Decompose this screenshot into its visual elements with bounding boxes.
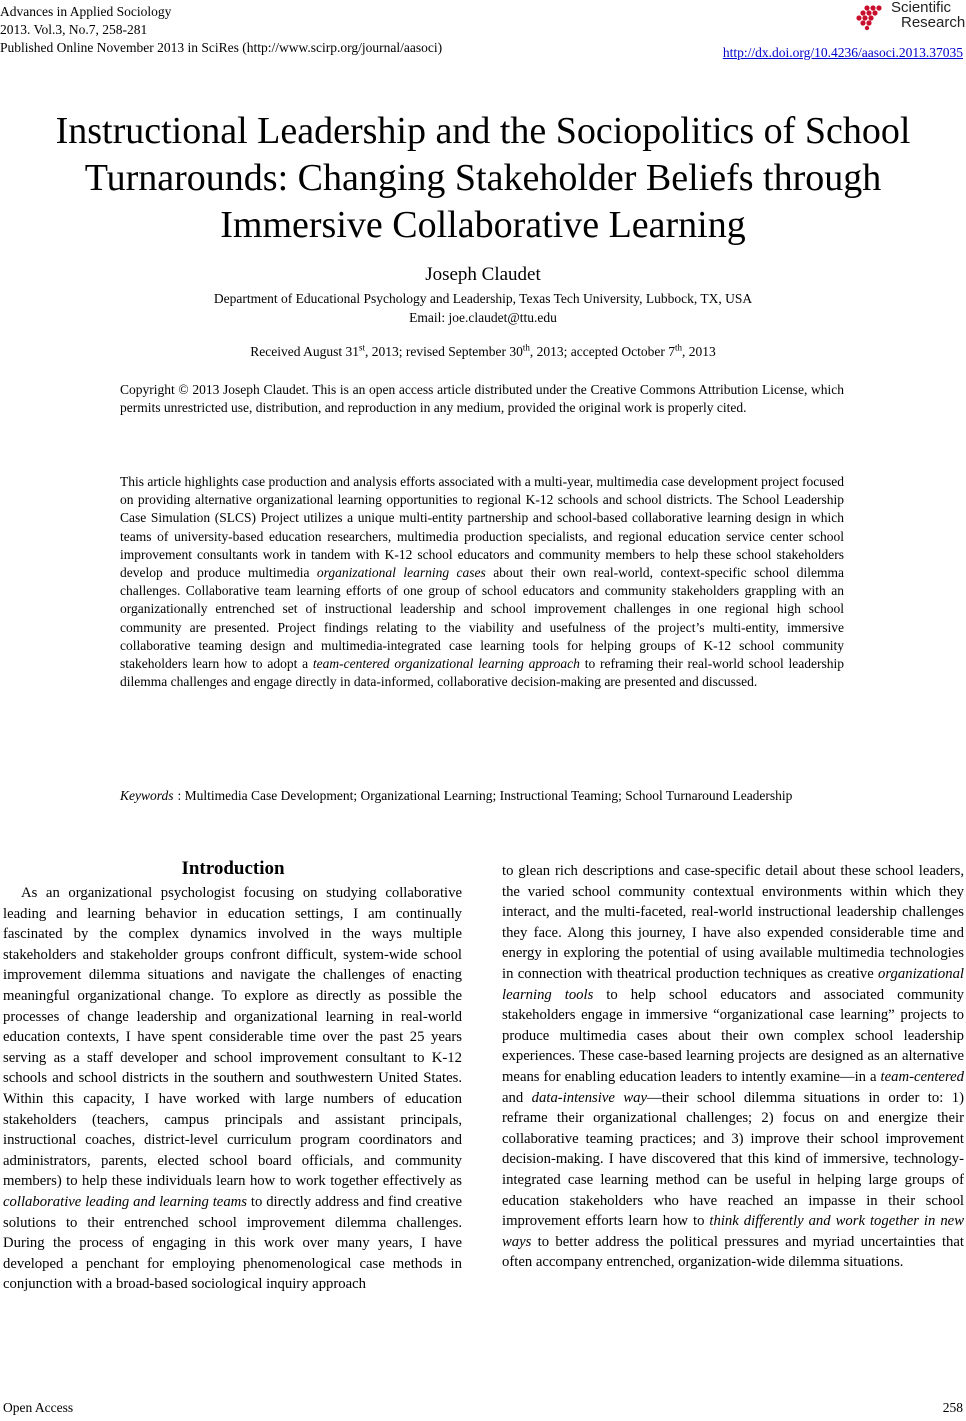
article-dates: Received August 31st, 2013; revised September 30th, 2013; accepted October 7th, 2013	[250, 342, 716, 359]
author-affiliation: Department of Educational Psychology and Leadership, Texas Tech University, Lubbock, TX, USA	[213, 291, 753, 306]
publisher-logo-line1: Scientific	[891, 0, 952, 16]
keywords	[120, 787, 844, 805]
doi-link[interactable]: http://dx.doi.org/10.4236/aasoci.2013.37035	[722, 45, 963, 60]
journal-name: Advances in Applied Sociology	[0, 4, 172, 19]
volume-info: 2013. Vol.3, No.7, 258-281	[0, 22, 148, 37]
paragraph: to glean rich descriptions and case-specific detail about these school leaders, the varied school community contextual environments within which they interact, and the multi-faceted, real-world instructional leadership challenges they face. Along this journey, I have also expended considerable time and energy in exploring the potential of using available multimedia technologies in connection with theatrical production techniques as creative organizational learning tools to help school educators and associated community stakeholders engage in immersive “organizational case learning” projects to produce multimedia cases about their own complex school leadership experiences. These case-based learning projects are designed as an alternative means for enabling education leaders to intently examine—in a team-centered and data-intensive way—their school dilemma situations in order to: 1) reframe their organizational challenges; 2) focus on and energize their collaborative teaming practices; and 3) improve their school improvement decision-making. I have discovered that this kind of immersive, technology-integrated case learning method can be useful in helping large groups of education stakeholders who have reached an impasse in their school improvement efforts learn how to think differently and work together in new ways to better address the political pressures and myriad uncertainties that often accompany entrenched, organization-wide dilemma situations.	[502, 863, 964, 1271]
publisher-logo-line2: Research	[901, 14, 966, 31]
author-email: Email: joe.claudet@ttu.edu	[409, 310, 557, 325]
keywords-list: : Multimedia Case Development; Organizational Learning; Instructional Teaming; School Turnaround Leadership	[177, 788, 793, 803]
publisher-logo-icon	[853, 2, 889, 32]
footer-open-access: Open Access	[3, 1400, 74, 1415]
body-column-left	[3, 883, 462, 1295]
abstract: This article highlights case production and analysis efforts associated with a multi-year, multimedia case development project focused on providing alternative organizational learning opportunities to regional K-12 schools and school districts. The School Leadership Case Simulation (SLCS) Project utilizes a unique multi-entity partnership and school-based collaborative learning design in which teams of university-based education researchers, multimedia production specialists, and regional education service center school improvement consultants work in tandem with K-12 school educators and community members to help these school stakeholders develop and produce multimedia organizational learning cases about their own real-world, context-specific school dilemma challenges. Collaborative team learning efforts of one group of school educators and community stakeholders grappling with an organizationally entrenched set of instructional leadership and school improvement challenges in one regional high school community are presented. Project findings relating to the viability and usefulness of the project’s multi-entity, immersive collaborative teaming design and multimedia-integrated case learning tools for helping groups of K-12 school community stakeholders learn how to adopt a team-centered organizational learning approach to reframing their real-world school leadership dilemma challenges and engage directly in data-informed, collaborative decision-making are presented and discussed.	[120, 474, 845, 690]
publisher-logo-text	[891, 0, 965, 30]
article-title: Instructional Leadership and the Sociopolitics of School Turnarounds: Changing Stakeholder Beliefs through Immersive Collaborative Learning	[55, 110, 911, 246]
body-column-right	[502, 861, 964, 1273]
author-name: Joseph Claudet	[425, 264, 541, 285]
paragraph: As an organizational psychologist focusing on studying collaborative leading and learning behavior in education settings, I am continually fascinated by the complex dynamics involved in the ways multiple stakeholders and stakeholder groups confront difficult, system-wide school improvement dilemma situations and navigate the challenges of enacting meaningful organizational change. To explore as directly as possible the processes of change leadership and organizational learning in real-world education contexts, I have spent considerable time over the past 25 years serving as a staff developer and school improvement consultant to K-12 schools and school districts in the southern and southwestern United States. Within this capacity, I have worked with large numbers of education stakeholders (teachers, campus principals and assistant principals, instructional coaches, district-level curriculum program coordinators and administrators, parents, elected school board officials, and community members) to help these individuals learn how to work together effectively as collaborative leading and learning teams to directly address and find creative solutions to their entrenched school improvement dilemma challenges. During the process of engaging in this work over many years, I have developed a penchant for employing phenomenological case methods in conjunction with a broad-based sociological inquiry approach	[3, 885, 462, 1293]
keywords-label: Keywords	[120, 788, 174, 803]
section-heading-introduction: Introduction	[181, 858, 285, 879]
copyright-notice: Copyright © 2013 Joseph Claudet. This is an open access article distributed under the Creative Commons Attribution License, which permits unrestricted use, distribution, and reproduction in any medium, provided the original work is properly cited.	[120, 382, 844, 416]
publication-info: Published Online November 2013 in SciRes (http://www.scirp.org/journal/aasoci)	[0, 40, 443, 55]
publisher-logo	[853, 0, 966, 34]
page-number: 258	[942, 1400, 963, 1415]
